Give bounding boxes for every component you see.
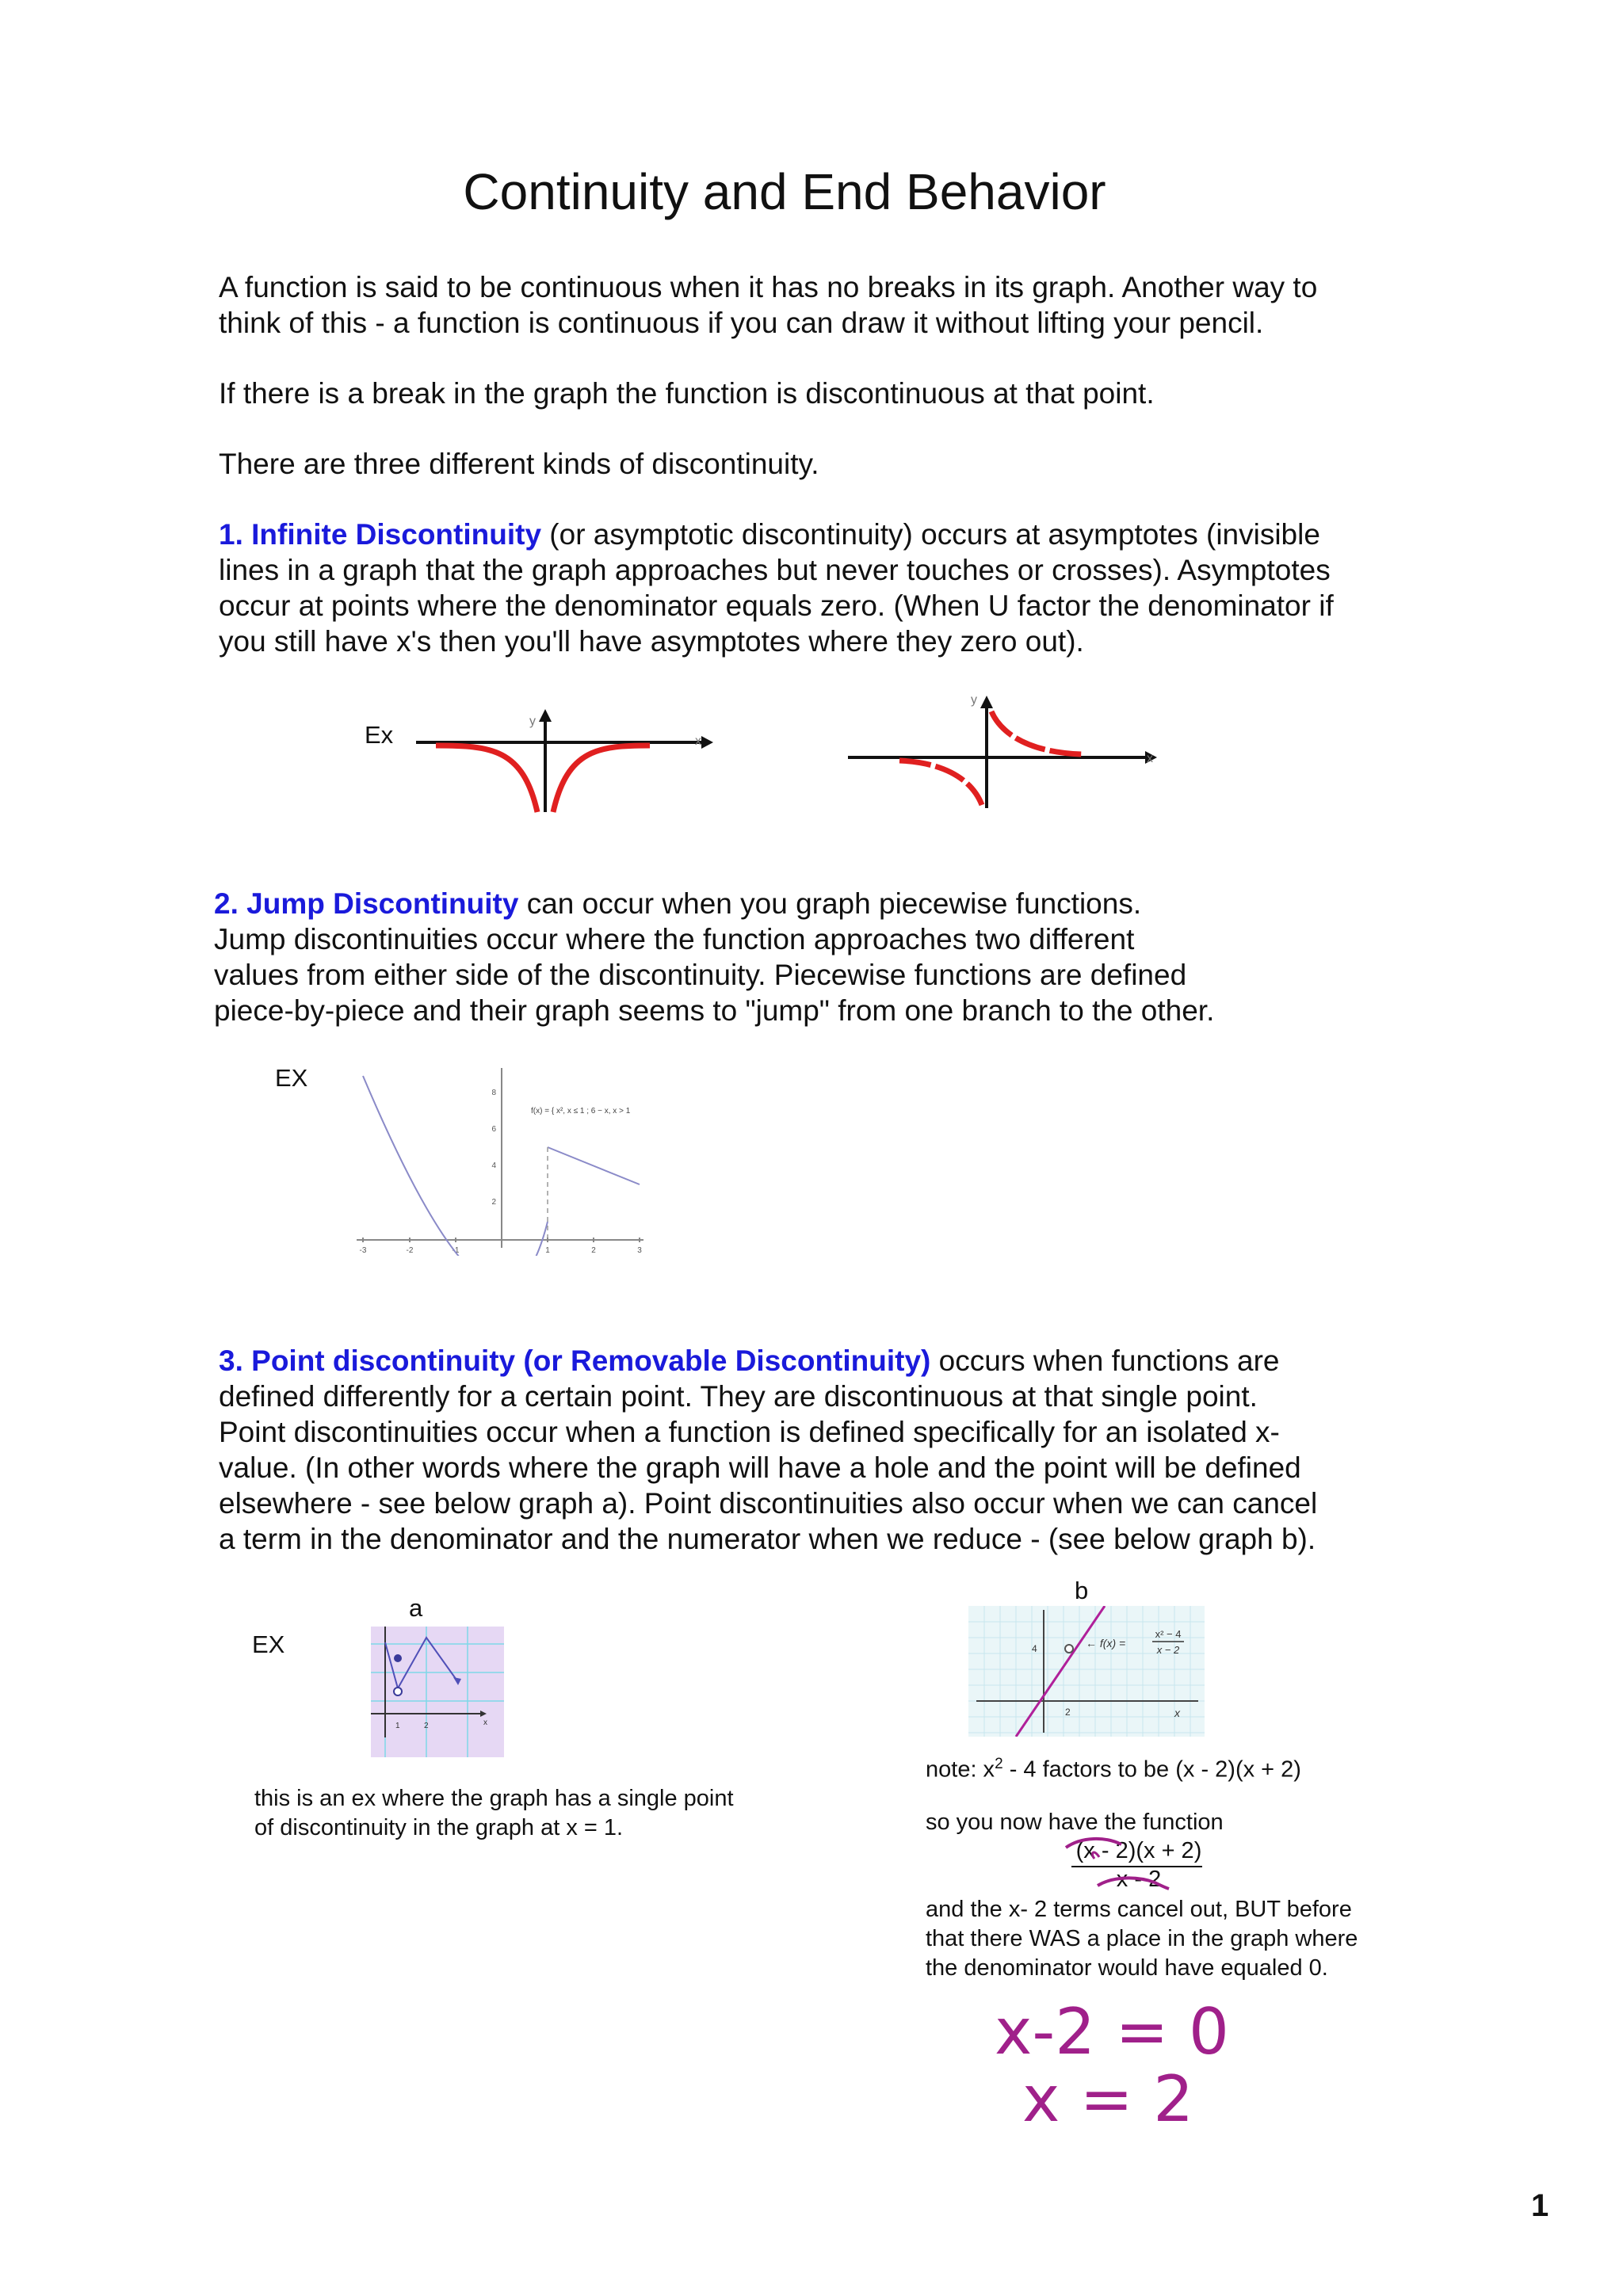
graph-a-caption	[254, 1784, 734, 1843]
y-tick-label: 6	[491, 1125, 496, 1134]
x-tick-label: -3	[359, 1246, 367, 1255]
section-text: occurs when functions are	[930, 1344, 1280, 1377]
section-text: elsewhere - see below graph a). Point discontinuities also occur when we can cancel	[219, 1487, 1318, 1520]
x-tick-label: 2	[1065, 1707, 1071, 1718]
intro-line: think of this - a function is continuous if you can draw it without lifting your pencil.	[219, 307, 1264, 339]
section-text: a term in the denominator and the numerator when we reduce - (see below graph b).	[219, 1523, 1316, 1555]
handwritten-solution: x = 2	[1022, 2062, 1194, 2136]
y-tick-label: 2	[491, 1198, 496, 1207]
parabola-branch	[363, 1076, 548, 1256]
example-label: EX	[275, 1064, 308, 1092]
formula-numerator: x² − 4	[1155, 1628, 1182, 1640]
explanation-line: that there WAS a place in the graph where	[926, 1926, 1358, 1951]
section-infinite	[219, 517, 1334, 659]
formula-label: ← f(x) =	[1086, 1637, 1126, 1650]
section-text: values from either side of the discontinuity. Piecewise functions are defined	[214, 959, 1187, 991]
example-label: Ex	[365, 721, 394, 749]
intro-paragraph	[219, 269, 1317, 341]
y-tick-label: 8	[491, 1089, 496, 1097]
formula-denominator: x − 2	[1156, 1644, 1180, 1656]
page-title: Continuity and End Behavior	[463, 163, 1106, 220]
cancel-marks	[1058, 1830, 1232, 1894]
section-heading: 1. Infinite Discontinuity	[219, 518, 542, 551]
section-text: occur at points where the denominator equals zero. (When U factor the denominator if	[219, 589, 1334, 622]
y-axis-arrow	[980, 696, 993, 708]
y-axis-arrow	[539, 709, 552, 722]
note-exponent: 2	[995, 1756, 1003, 1772]
jump-discontinuity-graph	[349, 1062, 650, 1256]
caption-line: this is an ex where the graph has a single point	[254, 1786, 734, 1811]
section-text: defined differently for a certain point. They are discontinuous at that single point.	[219, 1380, 1258, 1413]
linear-branch	[548, 1147, 640, 1184]
x-axis-arrow	[701, 736, 713, 749]
lower-branch	[899, 761, 982, 805]
graph-formula: f(x) = { x², x ≤ 1 ; 6 − x, x > 1	[531, 1107, 631, 1116]
hole-open-circle	[394, 1688, 402, 1695]
x-tick-label: 3	[637, 1246, 642, 1255]
left-branch	[436, 746, 537, 812]
caption-line: of discontinuity in the graph at x = 1.	[254, 1815, 624, 1840]
note-text: note: x	[926, 1756, 995, 1783]
section-jump	[214, 886, 1214, 1028]
explanation-line: and the x- 2 terms cancel out, BUT before	[926, 1897, 1352, 1922]
x-tick-label: 2	[591, 1246, 596, 1255]
graph-b-label: b	[1075, 1577, 1089, 1604]
section-heading: 3. Point discontinuity (or Removable Discontinuity)	[219, 1344, 931, 1377]
fraction-denominator: x - 2	[1116, 1867, 1162, 1892]
section-text: Point discontinuities occur when a function is defined specifically for an isolated x-	[219, 1416, 1280, 1448]
intro-line: A function is said to be continuous when it has no breaks in its graph. Another way to	[219, 271, 1318, 303]
x-tick-label: -1	[452, 1246, 460, 1255]
note-text: - 4 factors to be (x - 2)(x + 2)	[1002, 1756, 1301, 1783]
y-tick-label: 4	[1032, 1643, 1037, 1654]
explanation-line: the denominator would have equaled 0.	[926, 1955, 1328, 1981]
right-branch	[553, 746, 650, 812]
hole-open-circle	[1065, 1645, 1073, 1653]
cancel-stroke-numerator	[1066, 1839, 1121, 1848]
section-text: value. (In other words where the graph will have a hole and the point will be defined	[219, 1451, 1301, 1484]
x-tick-label: 1	[395, 1722, 400, 1730]
section-point	[219, 1343, 1317, 1557]
x-axis-label: x	[483, 1718, 487, 1727]
x-tick-label: 2	[424, 1722, 429, 1730]
fraction-numerator: (x - 2)(x + 2)	[1075, 1838, 1202, 1863]
section-text: Jump discontinuities occur where the function approaches two different	[214, 923, 1135, 955]
graph-background	[371, 1627, 504, 1757]
section-text: can occur when you graph piecewise functions.	[518, 887, 1142, 920]
section-text: you still have x's then you'll have asymptotes where they zero out).	[219, 625, 1084, 658]
factor-note	[926, 1749, 1301, 1785]
point-discontinuity-graph-a	[371, 1627, 504, 1757]
x-tick-label: 1	[545, 1246, 550, 1255]
example-label: EX	[252, 1630, 285, 1658]
section-text: piece-by-piece and their graph seems to "jump" from one branch to the other.	[214, 994, 1215, 1027]
infinite-discontinuity-graph-1	[412, 709, 713, 820]
x-axis-label: x	[1174, 1707, 1180, 1719]
point-discontinuity-graph-b	[968, 1606, 1205, 1737]
section-heading: 2. Jump Discontinuity	[214, 887, 519, 920]
intro-break-sentence: If there is a break in the graph the function is discontinuous at that point.	[219, 377, 1155, 410]
handwritten-equation: x-2 = 0	[995, 1995, 1229, 2069]
page-number: 1	[1531, 2188, 1549, 2223]
y-axis-label: y	[971, 693, 977, 707]
section-text: (or asymptotic discontinuity) occurs at asymptotes (invisible	[541, 518, 1320, 551]
x-axis-label: x	[695, 734, 701, 748]
intro-kinds-sentence: There are three different kinds of discontinuity.	[219, 448, 819, 480]
defined-point-dot	[394, 1654, 402, 1662]
graph-a-label: a	[409, 1594, 423, 1622]
x-axis-label: x	[1147, 752, 1153, 765]
cancel-stroke-denominator	[1098, 1878, 1169, 1889]
cancel-hook	[1093, 1852, 1099, 1859]
function-intro-line: so you now have the function	[926, 1810, 1224, 1835]
y-tick-label: 4	[491, 1161, 496, 1170]
cancel-explanation	[926, 1895, 1358, 1983]
y-axis-label: y	[529, 715, 536, 728]
upper-branch	[991, 711, 1082, 754]
section-text: lines in a graph that the graph approaches but never touches or crosses). Asymptotes	[219, 554, 1331, 586]
infinite-discontinuity-graph-2	[844, 689, 1161, 816]
x-tick-label: -2	[406, 1246, 414, 1255]
